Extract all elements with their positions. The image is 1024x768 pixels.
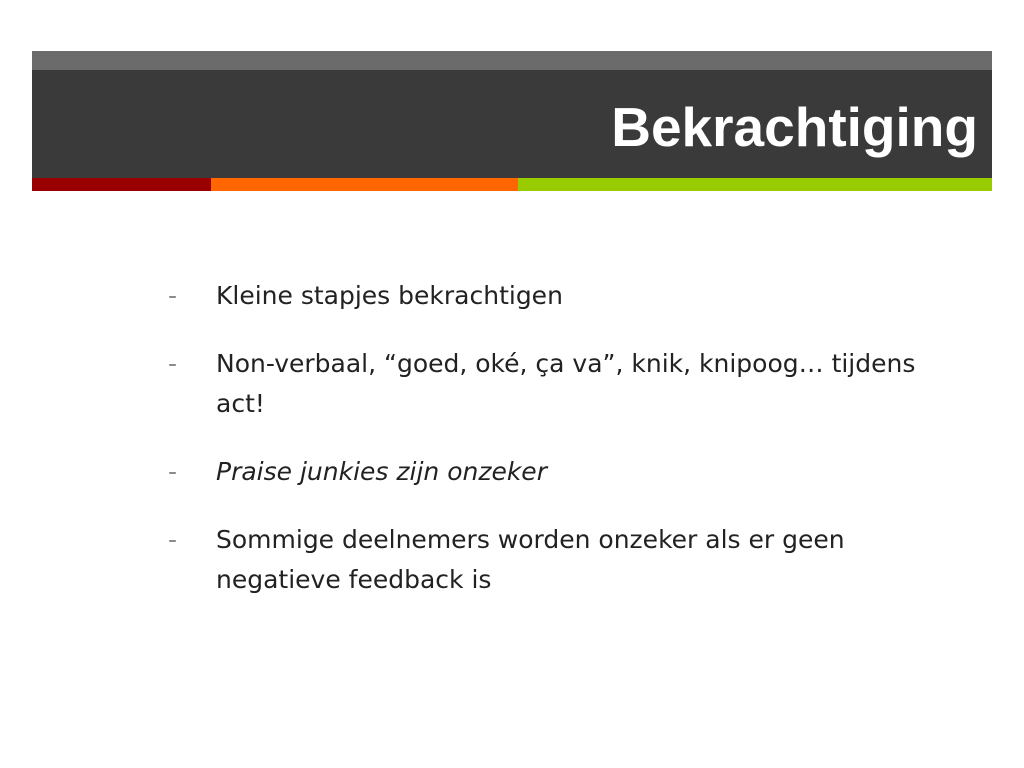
bullet-marker: - <box>168 281 178 310</box>
bullet-marker: - <box>168 457 178 486</box>
slide-title: Bekrachtiging <box>611 96 978 158</box>
bullet-list <box>168 276 928 628</box>
bullet-text: Praise junkies zijn onzeker <box>216 457 547 486</box>
accent-segment-red <box>32 178 211 191</box>
bullet-marker: - <box>168 525 178 554</box>
title-band <box>32 51 992 178</box>
bullet-item <box>168 452 928 492</box>
bullet-item <box>168 344 928 424</box>
title-topline <box>32 51 992 70</box>
accent-strip <box>32 178 992 191</box>
bullet-item <box>168 520 928 600</box>
bullet-text: Non-verbaal, “goed, oké, ça va”, knik, knipoog… tijdens act! <box>216 349 916 418</box>
bullet-item <box>168 276 928 316</box>
bullet-text: Sommige deelnemers worden onzeker als er geen negatieve feedback is <box>216 525 845 594</box>
bullet-marker: - <box>168 349 178 378</box>
bullet-text: Kleine stapjes bekrachtigen <box>216 281 563 310</box>
accent-segment-orange <box>211 178 518 191</box>
accent-segment-green <box>518 178 992 191</box>
